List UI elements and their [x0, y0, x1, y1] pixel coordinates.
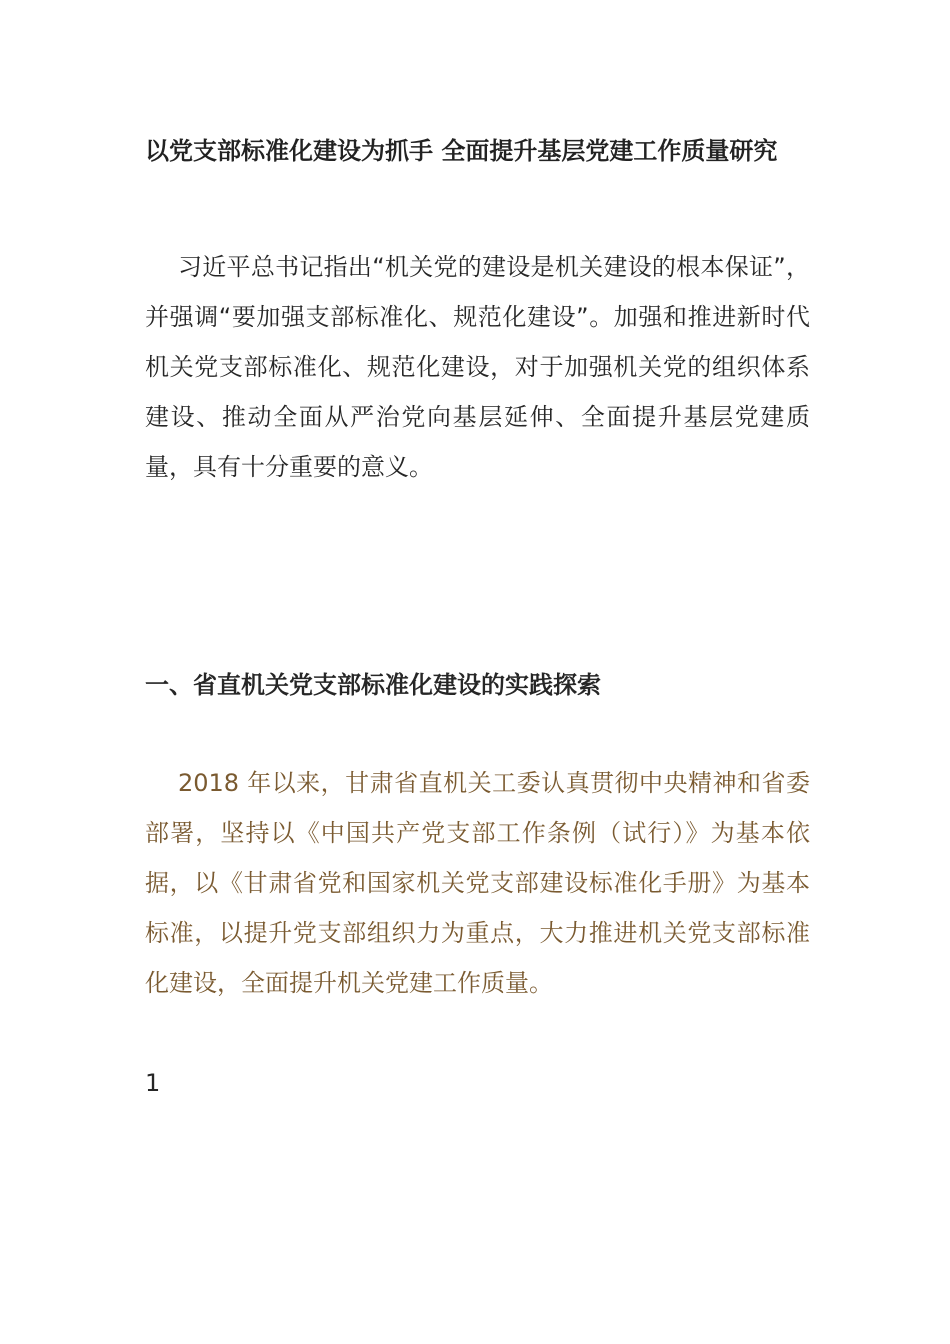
section-paragraph: 2018 年以来，甘肃省直机关工委认真贯彻中央精神和省委部署，坚持以《中国共产党支部工作条例（试行）》为基本依据，以《甘肃省党和国家机关党支部建设标准化手册》为基本标准，以提升党支部组织力为重点，大力推进机关党支部标准化建设，全面提升机关党建工作质量。 [145, 769, 810, 997]
document-title: 以党支部标准化建设为抓手 全面提升基层党建工作质量研究 [145, 137, 778, 165]
section-heading: 一、省直机关党支部标准化建设的实践探索 [145, 671, 601, 699]
intro-paragraph: 习近平总书记指出“机关党的建设是机关建设的根本保证”，并强调“要加强支部标准化、规范化建设”。加强和推进新时代机关党支部标准化、规范化建设，对于加强机关党的组织体系建设、推动全面从严治党向基层延伸、全面提升基层党建质量，具有十分重要的意义。 [145, 253, 810, 481]
page-number: 1 [145, 1069, 161, 1097]
